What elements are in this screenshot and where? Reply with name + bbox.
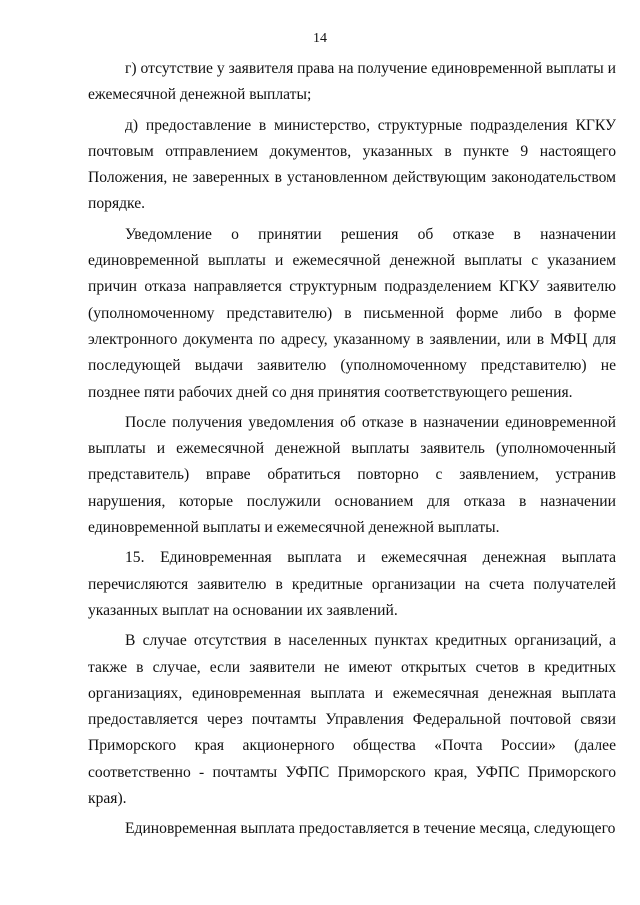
paragraph-refusal-notice: Уведомление о принятии решения об отказе в назначении единовременной выплаты и ежемесячной денежной выплаты с указанием причин отказа направляется структурным подразделением КГКУ заявителю (уполномоченному представителю) в письменной форме либо в форме электронного документа по адресу, указанному в заявлении, или в МФЦ для последующей выдачи заявителю (уполномоченному представителю) не позднее пяти рабочих дней со дня принятия соответствующего решения. [88,225,616,401]
paragraph-payment-timing: Единовременная выплата предоставляется в течение месяца, следующего [125,820,616,838]
paragraph-clause-15: 15. Единовременная выплата и ежемесячная денежная выплата перечисляются заявителю в кредитные организации на счета получателей указанных выплат на основании их заявлений. [88,549,616,619]
paragraph-reapplication: После получения уведомления об отказе в назначении единовременной выплаты и ежемесячной денежной выплаты заявитель (уполномоченный представитель) вправе обратиться повторно с заявлением, устранив нарушения, которые послужили основанием для отказа в назначении единовременной выплаты и ежемесячной денежной выплаты. [88,413,616,537]
paragraph-item-g: г) отсутствие у заявителя права на получение единовременной выплаты и ежемесячной денежной выплаты; [88,60,616,104]
page-number: 14 [313,31,327,46]
paragraph-item-d: д) предоставление в министерство, структурные подразделения КГКУ почтовым отправлением документов, указанных в пункте 9 настоящего Положения, не заверенных в установленном действующим законодательством порядке. [88,116,616,213]
paragraph-postal-delivery: В случае отсутствия в населенных пунктах кредитных организаций, а также в случае, если заявители не имеют открытых счетов в кредитных организациях, единовременная выплата и ежемесячная денежная выплата предоставляется через почтамты Управления Федеральной почтовой связи Приморского края акционерного общества «Почта России» (далее соответственно - почтамты УФПС Приморского края, УФПС Приморского края). [88,632,616,808]
document-body [88,56,616,843]
